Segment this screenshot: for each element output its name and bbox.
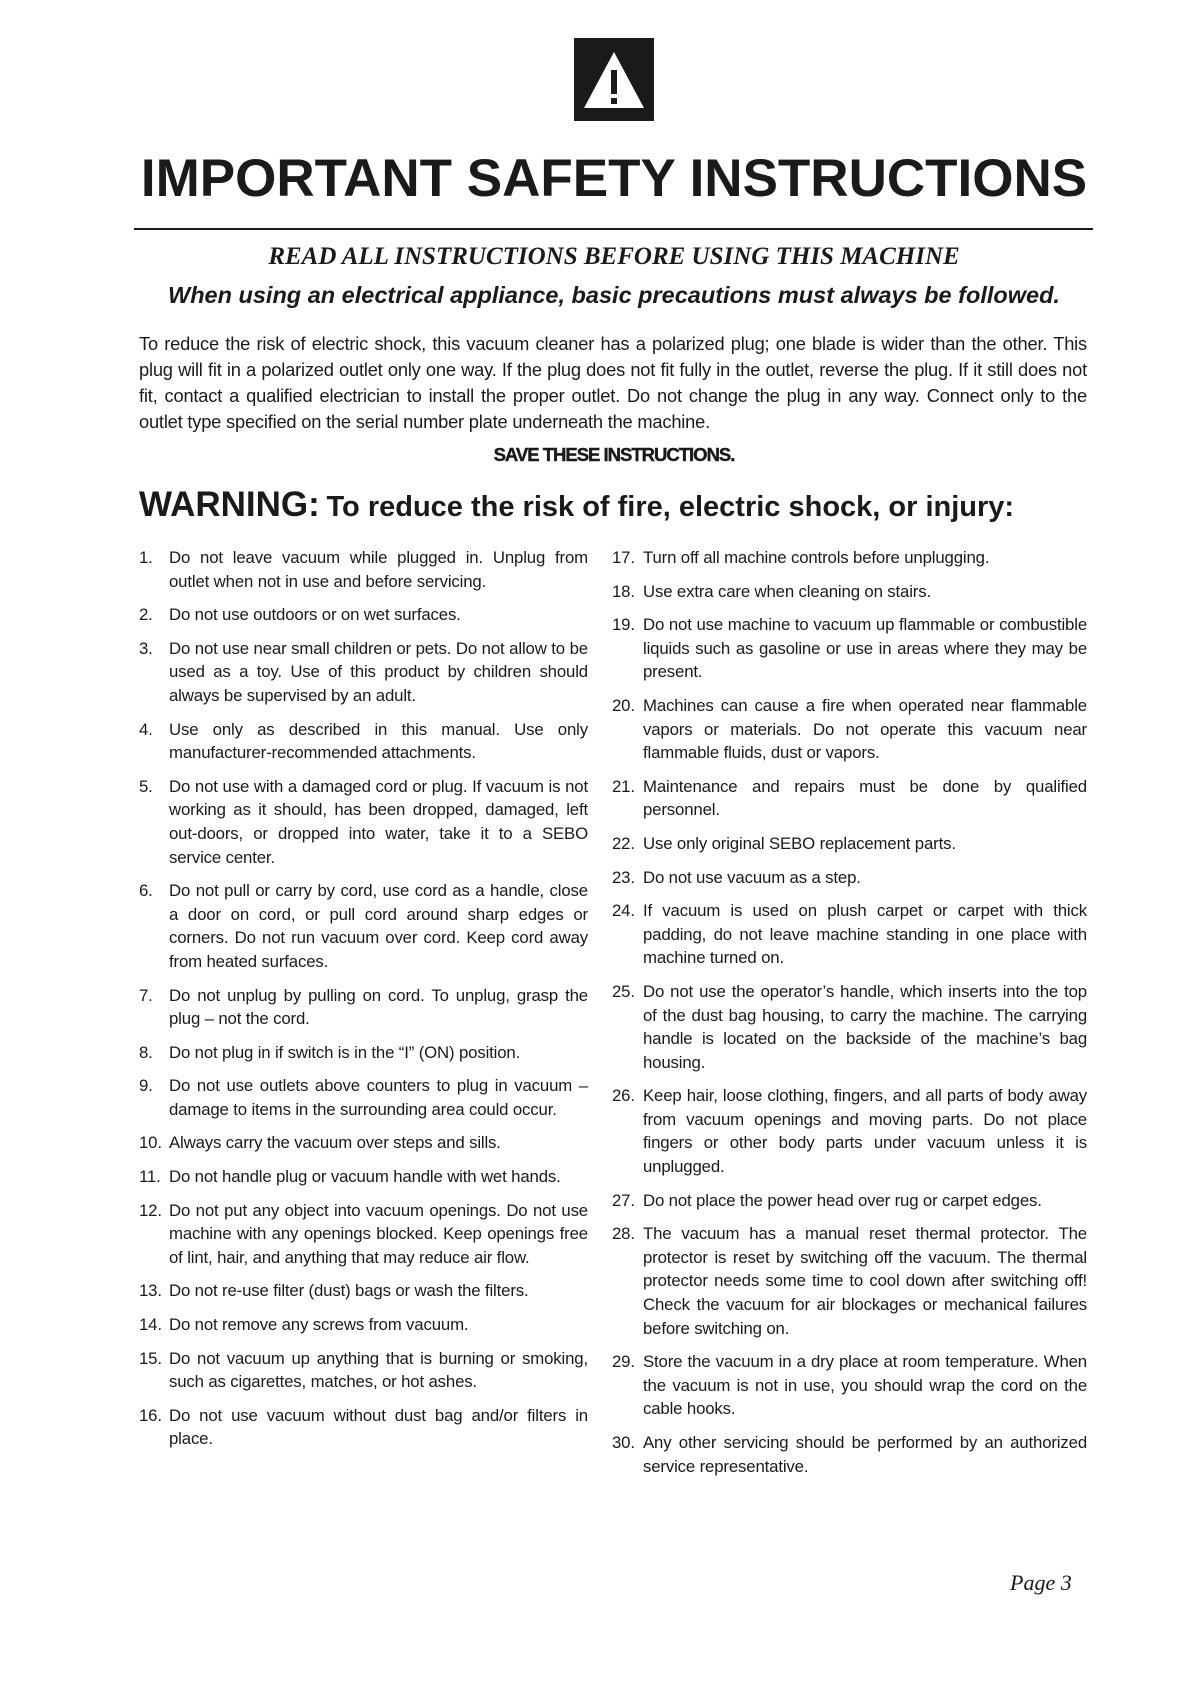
- instruction-text: Do not use outlets above counters to plug in vacuum – damage to items in the surrounding area could occur.: [169, 1076, 588, 1119]
- instruction-number: 15.: [139, 1348, 162, 1368]
- instruction-text: Do not handle plug or vacuum handle with wet hands.: [169, 1167, 561, 1187]
- instruction-text: Machines can cause a fire when operated near flammable vapors or materials. Do not operate this vacuum near flammable fluids, dust or vapors.: [643, 695, 1087, 763]
- instruction-item: [612, 832, 1087, 856]
- instruction-text: Do not re-use filter (dust) bags or wash the filters.: [169, 1281, 529, 1301]
- instruction-item: [612, 866, 1087, 890]
- instruction-number: 5.: [139, 776, 153, 796]
- instruction-number: 24.: [612, 901, 635, 921]
- instruction-text: Do not unplug by pulling on cord. To unplug, grasp the plug – not the cord.: [169, 985, 588, 1029]
- instruction-text: Do not vacuum up anything that is burning or smoking, such as cigarettes, matches, or hot ashes.: [169, 1348, 588, 1392]
- instruction-item: [139, 775, 588, 869]
- instruction-item: [612, 1084, 1087, 1178]
- instruction-number: 8.: [139, 1042, 153, 1062]
- instruction-text: Do not put any object into vacuum openings. Do not use machine with any openings blocked. Keep openings free of lint, hair, and anything that may reduce air flow.: [169, 1200, 588, 1267]
- instruction-item: [139, 1404, 588, 1451]
- instruction-text: Always carry the vacuum over steps and sills.: [169, 1133, 501, 1153]
- instruction-number: 26.: [612, 1086, 635, 1106]
- instructions-list-left: [139, 546, 588, 1461]
- instruction-number: 7.: [139, 985, 153, 1005]
- instruction-text: Do not pull or carry by cord, use cord as a handle, close a door on cord, or pull cord around sharp edges or corners. Do not run vacuum over cord. Keep cord away from heated surfaces.: [169, 881, 588, 971]
- instruction-text: Any other servicing should be performed by an authorized service representative.: [643, 1433, 1087, 1476]
- save-instructions-notice: SAVE THESE INSTRUCTIONS.: [493, 444, 735, 465]
- instruction-text: Use only original SEBO replacement parts.: [643, 833, 956, 853]
- instruction-item: [139, 1279, 588, 1303]
- instruction-text: Do not use vacuum as a step.: [643, 867, 861, 887]
- instruction-item: [139, 1131, 588, 1155]
- instruction-number: 30.: [612, 1433, 635, 1452]
- instruction-text: Do not place the power head over rug or carpet edges.: [643, 1190, 1042, 1210]
- instruction-number: 2.: [139, 605, 153, 625]
- instruction-number: 6.: [139, 881, 153, 901]
- instruction-text: Do not use near small children or pets. Do not allow to be used as a toy. Use of this product by children should always be supervised by an adult.: [169, 638, 588, 705]
- warning-triangle-icon: [574, 38, 654, 121]
- instruction-text: Do not use with a damaged cord or plug. If vacuum is not working as it should, has been dropped, damaged, left out-doors, or dropped into water, take it to a SEBO service center.: [169, 776, 588, 867]
- instruction-number: 23.: [612, 867, 635, 887]
- precaution-statement: When using an electrical appliance, basic precautions must always be followed.: [168, 282, 1060, 308]
- page-title: IMPORTANT SAFETY INSTRUCTIONS: [140, 149, 1088, 208]
- instruction-item: [612, 546, 1087, 570]
- instruction-text: Turn off all machine controls before unplugging.: [643, 548, 990, 567]
- instruction-text: Store the vacuum in a dry place at room temperature. When the vacuum is not in use, you should wrap the cord on the cable hooks.: [643, 1352, 1087, 1419]
- instruction-number: 4.: [139, 719, 153, 739]
- instruction-number: 29.: [612, 1352, 635, 1372]
- instruction-item: [139, 984, 588, 1031]
- instruction-text: The vacuum has a manual reset thermal protector. The protector is reset by switching off the vacuum. The thermal protector needs some time to cool down after switching off! Check the vacuum for air blockages or mechanical failures before switching on.: [643, 1224, 1087, 1338]
- instructions-list-right: [612, 546, 1087, 1488]
- instruction-number: 28.: [612, 1224, 635, 1244]
- instruction-item: [139, 879, 588, 973]
- instruction-number: 13.: [139, 1281, 162, 1301]
- instruction-text: Do not use machine to vacuum up flammable or combustible liquids such as gasoline or use in areas where they may be present.: [643, 615, 1087, 682]
- instruction-number: 25.: [612, 981, 635, 1001]
- instruction-number: 18.: [612, 581, 635, 601]
- instruction-number: 3.: [139, 638, 153, 658]
- read-instructions-subtitle: READ ALL INSTRUCTIONS BEFORE USING THIS MACHINE: [268, 243, 960, 270]
- instruction-text: Do not plug in if switch is in the “I” (ON) position.: [169, 1042, 521, 1062]
- instruction-text: Do not leave vacuum while plugged in. Unplug from outlet when not in use and before servicing.: [169, 548, 588, 591]
- instruction-item: [139, 603, 588, 627]
- instruction-number: 20.: [612, 695, 635, 715]
- instruction-number: 10.: [139, 1133, 162, 1153]
- title-divider: [134, 228, 1093, 230]
- polarized-plug-intro: To reduce the risk of electric shock, this vacuum cleaner has a polarized plug; one blade is wider than the other. This plug will fit in a polarized outlet only one way. If the plug does not fit fully in the outlet, reverse the plug. If it still does not fit, contact a qualified electrician to install the proper outlet. Do not change the plug in any way. Connect only to the outlet type specified on the serial number plate underneath the machine.: [139, 333, 1087, 432]
- instruction-item: [139, 546, 588, 593]
- warning-heading: [139, 485, 1014, 525]
- instruction-text: Maintenance and repairs must be done by qualified personnel.: [643, 776, 1087, 820]
- warning-label: WARNING:: [139, 485, 320, 524]
- instruction-item: [612, 580, 1087, 604]
- instruction-number: 19.: [612, 615, 635, 635]
- instruction-text: Keep hair, loose clothing, fingers, and all parts of body away from vacuum openings and moving parts. Do not place fingers or other body parts under vacuum unless it is unplugged.: [643, 1086, 1087, 1177]
- instruction-item: [612, 1222, 1087, 1340]
- instruction-item: [139, 637, 588, 708]
- instruction-item: [612, 899, 1087, 970]
- warning-text: To reduce the risk of fire, electric shock, or injury:: [326, 491, 1015, 523]
- instruction-item: [612, 1350, 1087, 1421]
- instruction-number: 14.: [139, 1315, 162, 1335]
- instruction-number: 1.: [139, 548, 153, 567]
- instruction-item: [139, 1041, 588, 1065]
- instruction-item: [139, 1074, 588, 1121]
- instruction-number: 12.: [139, 1200, 162, 1220]
- instruction-text: Do not use vacuum without dust bag and/or filters in place.: [169, 1405, 588, 1449]
- page-number: Page 3: [1010, 1570, 1072, 1595]
- instruction-number: 16.: [139, 1405, 162, 1425]
- instruction-item: [612, 694, 1087, 765]
- instruction-text: If vacuum is used on plush carpet or carpet with thick padding, do not leave machine standing in one place with machine turned on.: [643, 901, 1087, 968]
- instruction-item: [139, 1199, 588, 1270]
- instruction-item: [612, 775, 1087, 822]
- instruction-number: 21.: [612, 776, 635, 796]
- instruction-item: [139, 1313, 588, 1337]
- instruction-text: Do not use outdoors or on wet surfaces.: [169, 605, 461, 625]
- instruction-item: [612, 980, 1087, 1074]
- instruction-item: [612, 613, 1087, 684]
- instruction-text: Do not remove any screws from vacuum.: [169, 1315, 469, 1335]
- instruction-number: 11.: [139, 1167, 161, 1187]
- instruction-number: 27.: [612, 1190, 635, 1210]
- instruction-text: Use extra care when cleaning on stairs.: [643, 581, 931, 601]
- instruction-item: [139, 1165, 588, 1189]
- instruction-item: [139, 718, 588, 765]
- instruction-text: Use only as described in this manual. Use only manufacturer-recommended attachments.: [169, 719, 588, 763]
- instruction-text: Do not use the operator’s handle, which inserts into the top of the dust bag housing, to carry the machine. The carrying handle is located on the backside of the machine’s bag housing.: [643, 981, 1087, 1072]
- instruction-item: [612, 1189, 1087, 1213]
- instruction-number: 22.: [612, 833, 635, 853]
- instruction-number: 9.: [139, 1076, 153, 1096]
- instruction-item: [139, 1347, 588, 1394]
- instruction-item: [612, 1431, 1087, 1478]
- instruction-number: 17.: [612, 548, 635, 567]
